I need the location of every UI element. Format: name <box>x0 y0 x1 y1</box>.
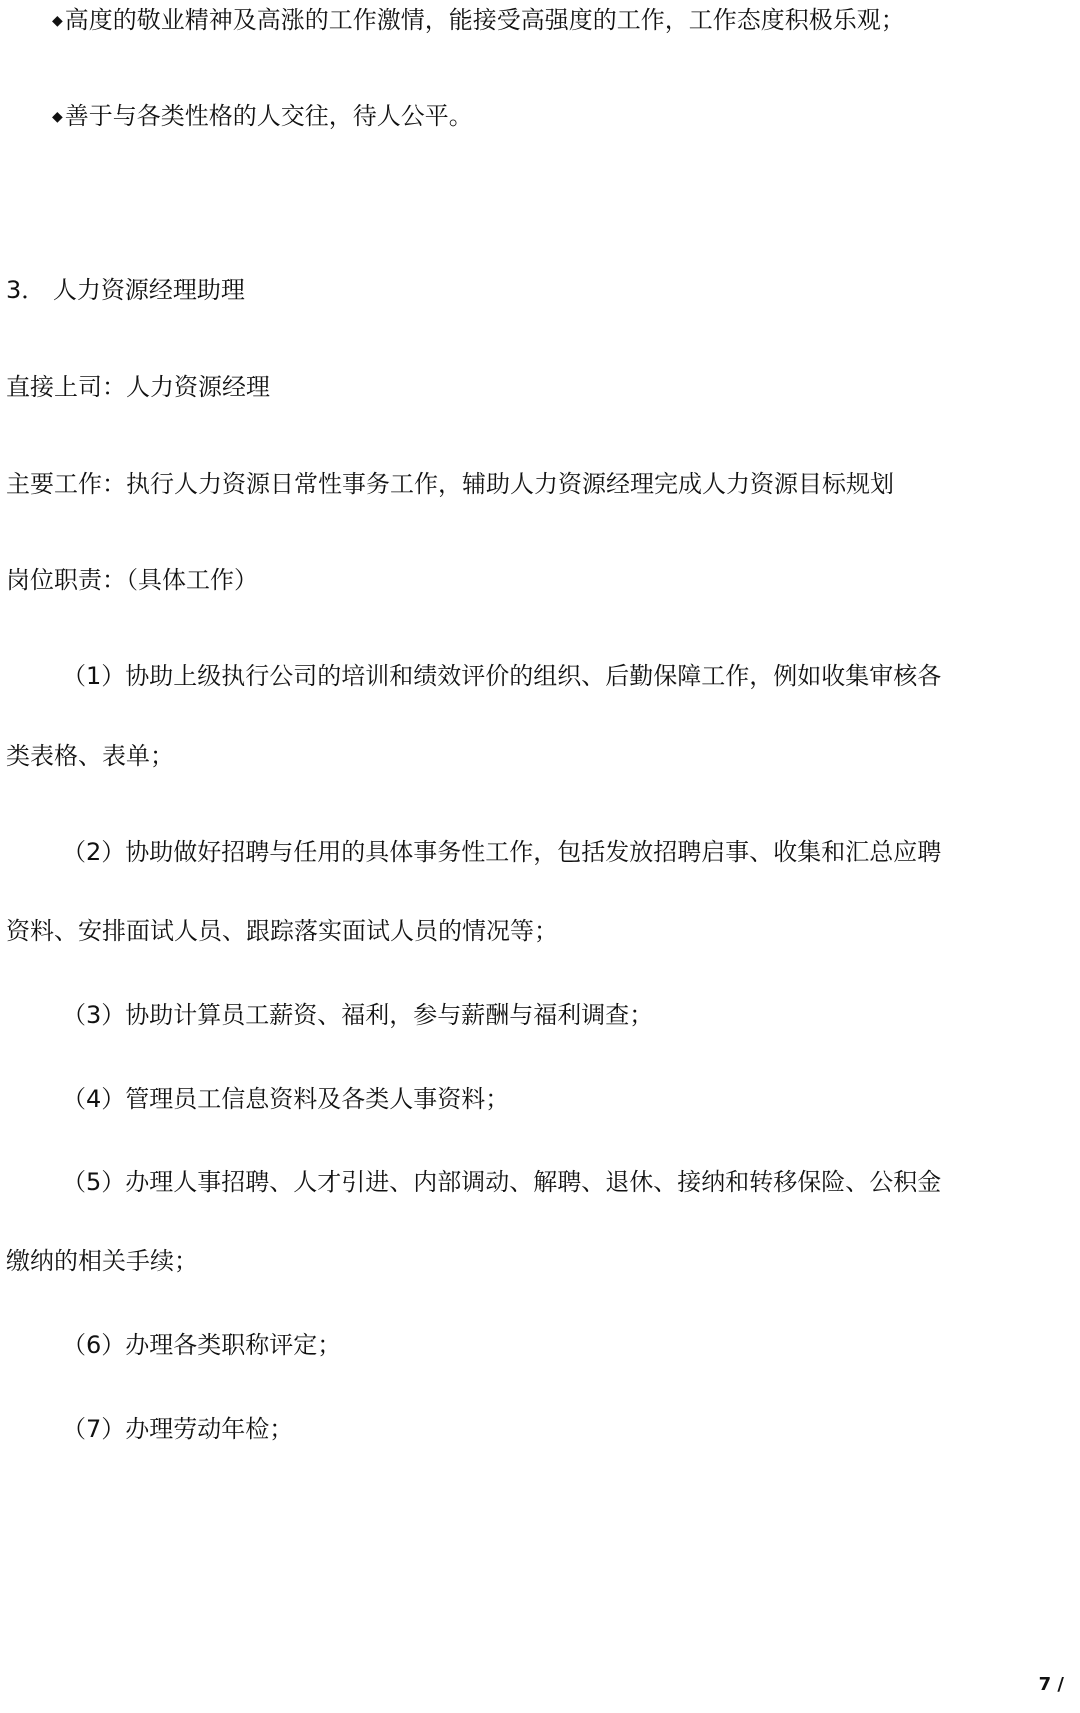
supervisor-line: 直接上司：人力资源经理 <box>6 373 270 401</box>
duty-2-line-1: （2）协助做好招聘与任用的具体事务性工作，包括发放招聘启事、收集和汇总应聘 <box>62 838 942 866</box>
duty-3: （3）协助计算员工薪资、福利，参与薪酬与福利调查； <box>62 1001 654 1029</box>
diamond-bullet-icon: ◆ <box>52 13 63 29</box>
diamond-bullet-icon: ◆ <box>52 109 63 125</box>
duty-5-line-2: 缴纳的相关手续； <box>6 1247 198 1275</box>
main-work-line: 主要工作：执行人力资源日常性事务工作，辅助人力资源经理完成人力资源目标规划 <box>6 470 894 498</box>
duty-6: （6）办理各类职称评定； <box>62 1331 342 1359</box>
duty-1-line-1: （1）协助上级执行公司的培训和绩效评价的组织、后勤保障工作，例如收集审核各 <box>62 662 942 690</box>
bullet-item-1 <box>52 8 905 32</box>
duty-1-line-2: 类表格、表单； <box>6 742 174 770</box>
bullet-item-2 <box>52 104 473 128</box>
bullet-text-1: 高度的敬业精神及高涨的工作激情，能接受高强度的工作，工作态度积极乐观； <box>64 6 905 34</box>
page-number: 7 / <box>1038 1674 1064 1695</box>
bullet-text-2: 善于与各类性格的人交往，待人公平。 <box>64 102 473 130</box>
duty-5-line-1: （5）办理人事招聘、人才引进、内部调动、解聘、退休、接纳和转移保险、公积金 <box>62 1168 942 1196</box>
duties-heading: 岗位职责：（具体工作） <box>6 566 258 594</box>
duty-2-line-2: 资料、安排面试人员、跟踪落实面试人员的情况等； <box>6 917 558 945</box>
duty-7: （7）办理劳动年检； <box>62 1415 294 1443</box>
duty-4: （4）管理员工信息资料及各类人事资料； <box>62 1085 510 1113</box>
section-title: 3． 人力资源经理助理 <box>6 276 245 304</box>
